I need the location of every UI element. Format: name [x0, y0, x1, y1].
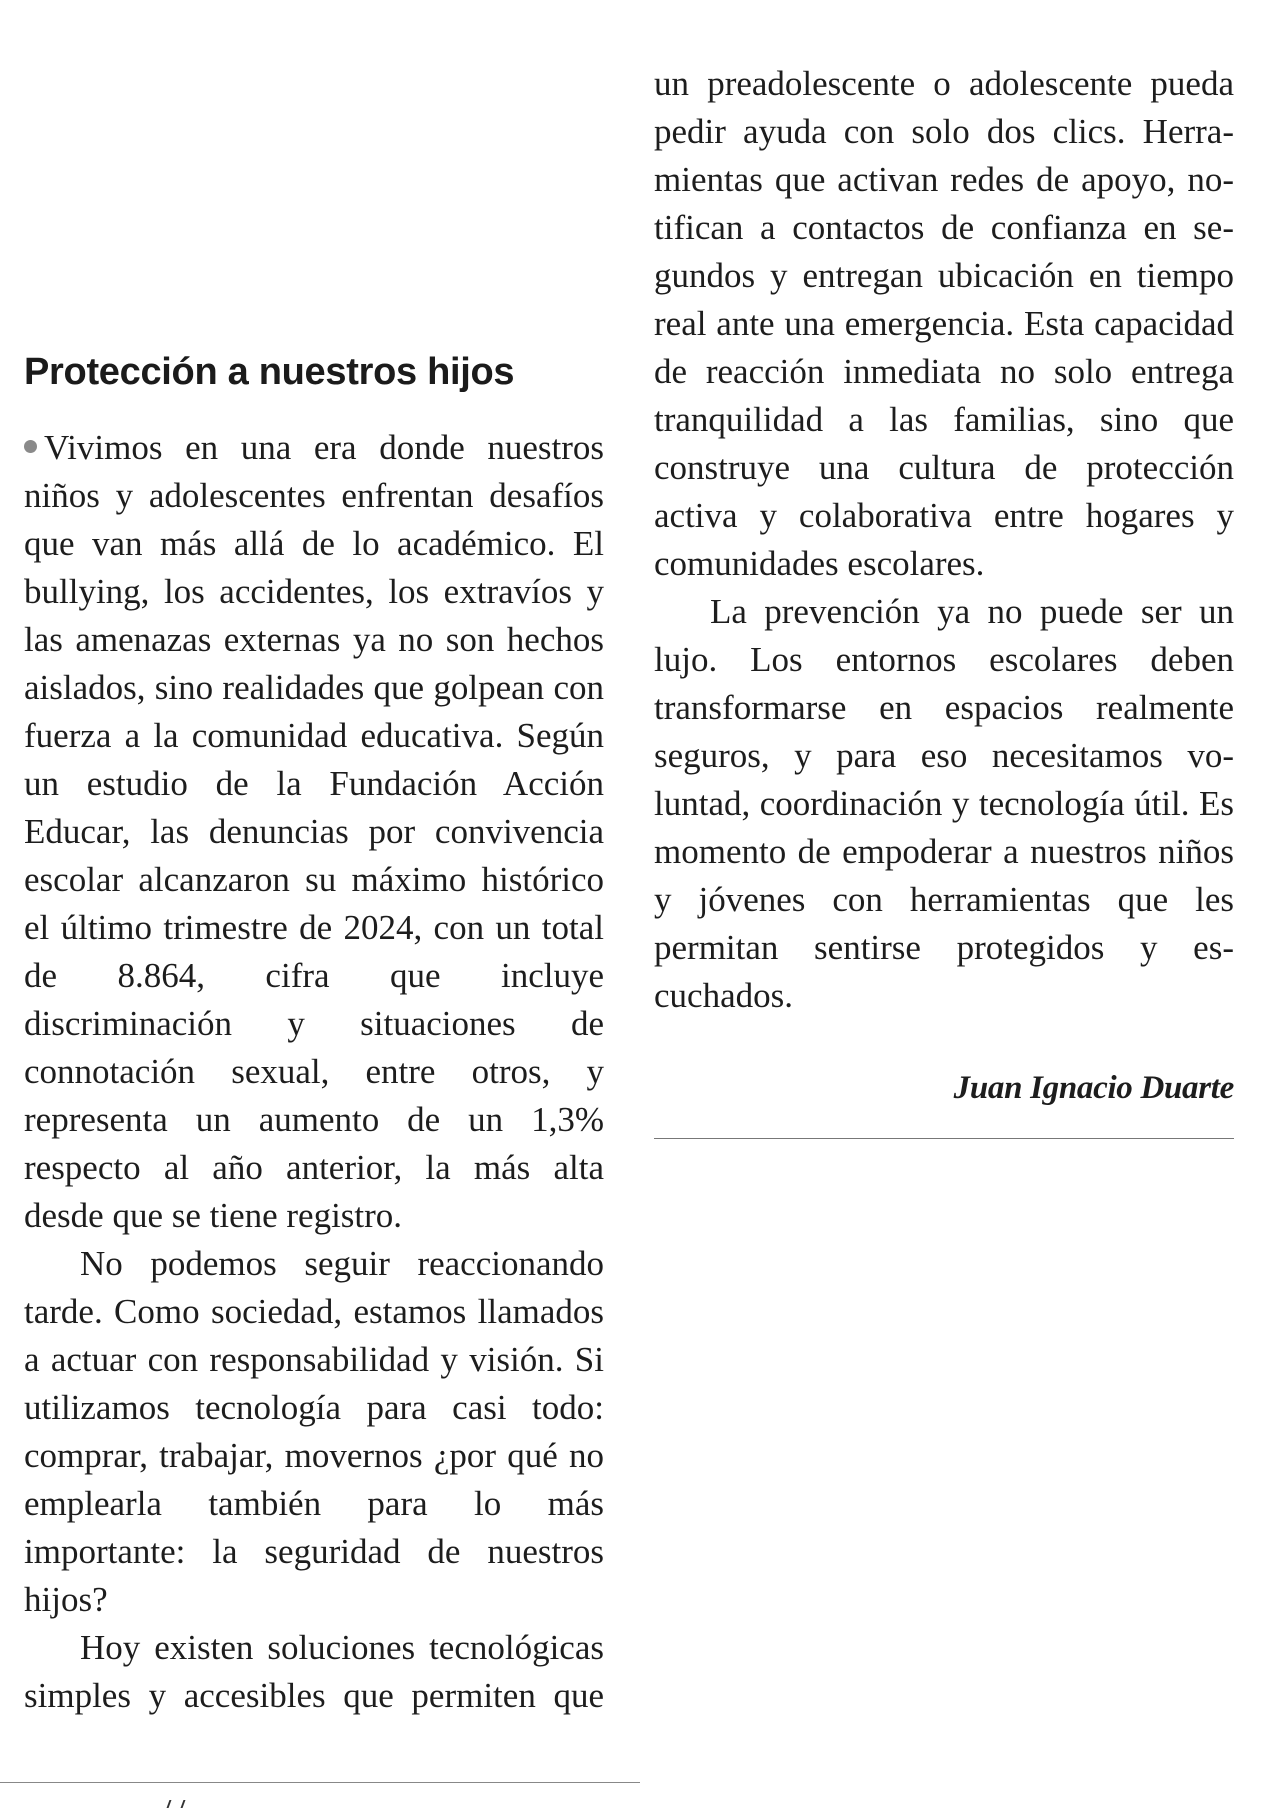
page-bottom-divider: [0, 1782, 640, 1783]
article-paragraph: [24, 424, 604, 1240]
article-paragraph: La prevención ya no puede ser un lujo. Los entornos escolares deben transformarse en espacios realmente seguros, y para eso necesitamos voluntad, coordinación y tecnología útil. Es momento de empoderar a nuestros niños y jóvenes con herramientas que les permitan sentirse protegidos y escuchados.: [654, 592, 1234, 1015]
paragraph-text: Vivimos en una era donde nuestros niños y adolescentes enfrentan desafíos que van más allá de lo académico. El bullying, los accidentes, los extravíos y las amenazas externas ya no son hechos aislados, sino realidades que golpean con fuerza a la comunidad educativa. Según un estudio de la Fundación Acción Educar, las denuncias por convivencia escolar alcanzaron su máximo histórico el último trimestre de 2024, con un total de 8.864, cifra que incluye discriminación y situaciones de connotación sexual, entre otros, y representa un aumento de un 1,3% respecto al año anterior, la más alta desde que se tiene registro.: [24, 428, 604, 1235]
signature-divider: [654, 1138, 1234, 1139]
author-signature: Juan Ignacio Duarte: [953, 1070, 1234, 1106]
article-column-right: [654, 60, 1234, 1139]
bullet-icon: [24, 440, 37, 453]
cropped-mark-icon: [167, 1800, 186, 1808]
article-column-left: [24, 348, 604, 1720]
article-headline: Protección a nuestros hijos: [24, 351, 515, 393]
article-paragraph-continued: un preadolescente o adolescente pueda pedir ayuda con solo dos clics. Herramientas que activan redes de apoyo, notifican a contactos de confianza en segundos y entregan ubicación en tiempo real ante una emergencia. Esta capacidad de reacción inmediata no solo entrega tranquilidad a las familias, sino que construye una cultura de protección activa y colaborativa entre hogares y comunidades escolares.: [654, 64, 1234, 583]
article-paragraph: Hoy existen soluciones tecnológicas simples y accesibles que permiten que: [24, 1628, 604, 1715]
article-paragraph: No podemos seguir reaccionando tarde. Como sociedad, estamos llamados a actuar con responsabilidad y visión. Si utilizamos tecnología para casi todo: comprar, trabajar, movernos ¿por qué no emplearla también para lo más importante: la seguridad de nuestros hijos?: [24, 1244, 604, 1619]
